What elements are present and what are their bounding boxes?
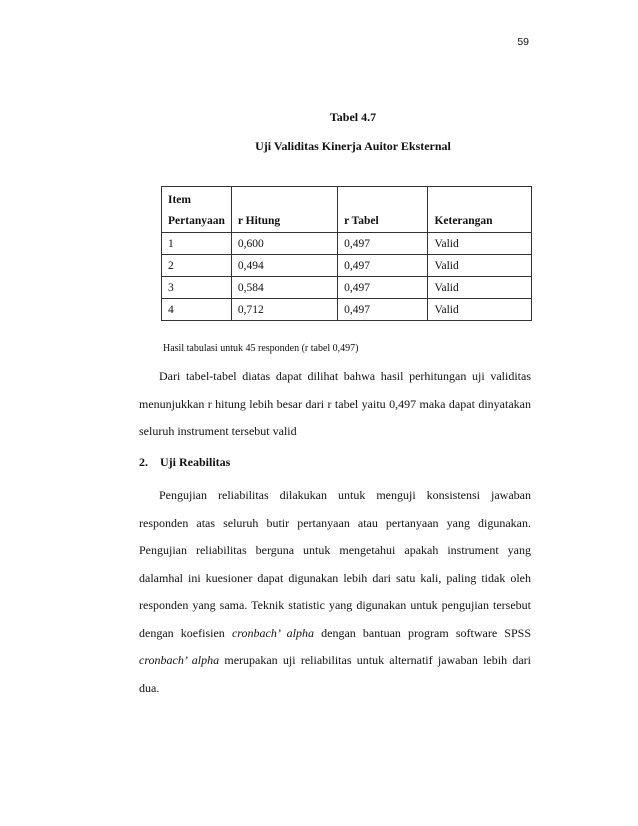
header-r-tabel: r Tabel	[338, 187, 428, 233]
section-heading	[139, 455, 230, 470]
paragraph-2-italic1: cronbach’ alpha	[231, 625, 314, 640]
table-title: Tabel 4.7	[329, 110, 377, 124]
paragraph-reliability	[139, 482, 531, 702]
table-subtitle: Uji Validitas Kinerja Auitor Eksternal	[255, 139, 451, 153]
cell-item: 4	[162, 299, 232, 321]
paragraph-2-part1: Pengujian reliabilitas dilakukan untuk menguji konsistensi jawaban responden atas seluruh butir pertanyaan atau pertanyaan yang digunakan. Pengujian reliabilitas berguna untuk mengetahui apakah instrument yang dalamhal ini kuesioner dapat digunakan lebih dari satu kali, paling tidak oleh responden yang sama. Teknik statistic yang digunakan untuk pengujian tersebut dengan koefisien	[139, 488, 531, 640]
cell-keterangan: Valid	[428, 233, 532, 255]
table-row	[162, 233, 532, 255]
cell-r-hitung: 0,712	[231, 299, 337, 321]
cell-item: 3	[162, 277, 232, 299]
cell-r-hitung: 0,494	[231, 255, 337, 277]
cell-r-tabel: 0,497	[338, 255, 428, 277]
cell-r-hitung: 0,600	[231, 233, 337, 255]
cell-keterangan: Valid	[428, 255, 532, 277]
table-row	[162, 299, 532, 321]
header-r-hitung: r Hitung	[231, 187, 337, 233]
table-row	[162, 277, 532, 299]
paragraph-validity-conclusion	[139, 363, 531, 446]
paragraph-2-part2: dengan bantuan program software SPSS	[313, 625, 531, 640]
cell-keterangan: Valid	[428, 299, 532, 321]
section-number: 2.	[139, 455, 148, 469]
table-row	[162, 255, 532, 277]
table-note: Hasil tabulasi untuk 45 responden (r tabel 0,497)	[163, 343, 359, 354]
validity-table	[161, 186, 532, 321]
header-item-line2: Pertanyaan	[168, 215, 225, 227]
header-keterangan: Keterangan	[428, 187, 532, 233]
cell-r-tabel: 0,497	[338, 233, 428, 255]
paragraph-1-text: Dari tabel-tabel diatas dapat dilihat bahwa hasil perhitungan uji validitas menunjukkan r hitung lebih besar dari r tabel yaitu 0,497 maka dapat dinyatakan seluruh instrument tersebut valid	[139, 369, 531, 438]
table-header-row	[162, 187, 532, 233]
cell-item: 1	[162, 233, 232, 255]
cell-r-hitung: 0,584	[231, 277, 337, 299]
header-item-line1: Item	[168, 194, 191, 206]
paragraph-2-part3: merupakan uji reliabilitas untuk alternatif jawaban lebih dari dua.	[139, 653, 531, 695]
cell-r-tabel: 0,497	[338, 299, 428, 321]
page-number: 59	[517, 36, 529, 48]
header-item-pertanyaan	[162, 187, 232, 233]
paragraph-2-italic2: cronbach’ alpha	[139, 653, 220, 667]
cell-item: 2	[162, 255, 232, 277]
section-title: Uji Reabilitas	[160, 455, 231, 469]
cell-r-tabel: 0,497	[338, 277, 428, 299]
cell-keterangan: Valid	[428, 277, 532, 299]
